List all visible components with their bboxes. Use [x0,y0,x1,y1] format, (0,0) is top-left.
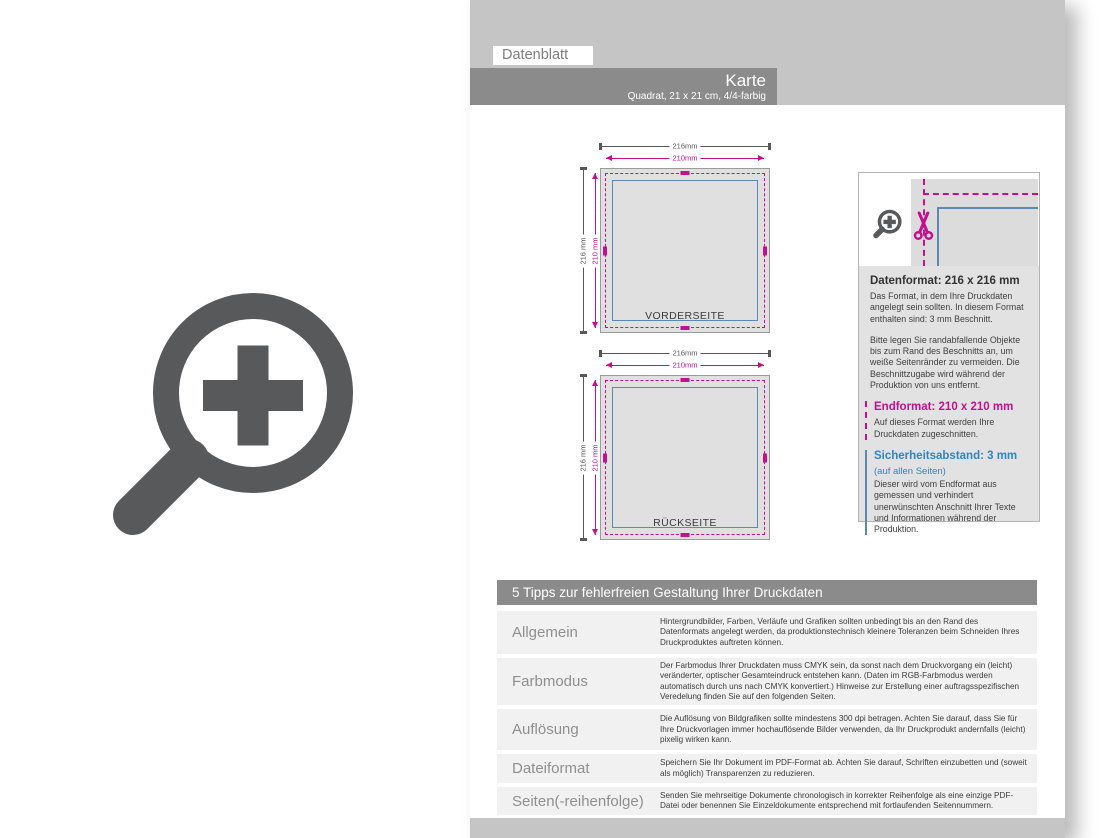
endformat-text: Auf dieses Format werden Ihre Druckdaten zugeschnitten. [874,417,995,439]
product-header-bar [470,68,777,105]
tips-table [497,611,1037,815]
card-front-preview [600,168,770,333]
scissors-icon [913,209,934,241]
illustration-card-corner [911,179,1038,266]
side-label-front: VORDERSEITE [645,310,725,322]
table-row [497,709,1037,750]
tips-header: 5 Tipps zur fehlerfreien Gestaltung Ihrer Druckdaten [497,580,1037,605]
dimension-label: 216mm [669,142,700,151]
safety-line [612,180,758,321]
card-back-preview [600,375,770,540]
endformat-title: Endformat: 210 x 210 mm [874,401,1014,414]
safety-line [937,207,1038,209]
sicherheitsabstand-block [865,450,1028,535]
dimension-label: 216 mm [579,234,588,267]
product-subtitle: Quadrat, 21 x 21 cm, 4/4-farbig [627,91,766,102]
tip-label: Auflösung [512,721,579,739]
dimension-label: 210mm [669,361,700,370]
table-row [497,754,1037,783]
tip-label: Farbmodus [512,673,588,691]
dimension-label: 216 mm [579,441,588,474]
register-mark [681,378,690,382]
sicherheitsabstand-title: Sicherheitsabstand: 3 mm [874,449,1018,462]
register-mark [681,171,690,175]
datenblatt-tab: Datenblatt [493,46,593,65]
dimension-label: 210mm [669,154,700,163]
tip-text: Der Farbmodus Ihrer Druckdaten muss CMYK sein, da sonst nach dem Druckvorgang ein (leicht) veränderter, optischer Gesamteindruck entstehen kann. (Daten im RGB-Farbmodus werden automatisch durch uns nach CMYK konvertiert.) Hinweise zur Erstellung einer auftragsspezifischen Veredelung finden Sie auf den folgenden Seiten. [660,661,1020,701]
trim-line [923,193,1038,195]
bleed-corner-illustration [859,173,1039,266]
sicherheitsabstand-subtitle: (auf allen Seiten) [874,465,946,477]
tip-label: Dateiformat [512,760,590,778]
format-info-text [859,266,1039,535]
register-mark [681,326,690,330]
safety-line [612,387,758,528]
dimension-label: 210 mm [591,234,600,267]
dimension-label: 216mm [669,349,700,358]
datenformat-text: Das Format, in dem Ihre Druckdaten angelegt sein sollten. In diesem Format enthalten sind: 3 mm Beschnitt. [870,291,1024,324]
table-row [497,658,1037,705]
tip-label: Seiten(-reihenfolge) [512,792,644,810]
register-mark [603,453,607,462]
endformat-block [865,401,1028,440]
safety-line [937,207,939,266]
register-mark [603,246,607,255]
table-row [497,787,1037,815]
datasheet-page [470,0,1065,838]
diagram-back [578,347,773,547]
bottom-band [470,818,1065,838]
side-label-back: RÜCKSEITE [653,517,717,529]
format-infobox [858,172,1040,535]
sicherheitsabstand-text: Dieser wird vom Endformat aus gemessen und verhindert unerwünschten Anschnitt Ihrer Texte und Informationen während der Produktion. [874,478,1016,535]
datenformat-title: Datenformat: 216 x 216 mm [870,275,1020,287]
tip-text: Hintergrundbilder, Farben, Verläufe und Grafiken sollten unbedingt bis an den Rand des Datenformats angelegt werden, da produktionstechnisch kleinere Toleranzen beim Schneiden Ihres Druckproduktes auftreten können. [660,617,1020,647]
register-mark [763,453,767,462]
datenformat-text: Bitte legen Sie randabfallende Objekte bis zum Rand des Beschnitts an, um weiße Seitenränder zu vermeiden. Die Beschnittzugabe wird während der Produktion von uns entfernt. [870,334,1021,391]
tip-label: Allgemein [512,624,578,641]
magnifier-plus-icon [872,209,902,240]
register-mark [763,246,767,255]
register-mark [681,533,690,537]
diagram-front [578,140,773,340]
magnifier-plus-icon[interactable] [103,285,358,550]
tip-text: Die Auflösung von Bildgrafiken sollte mindestens 300 dpi betragen. Achten Sie darauf, dass Sie für Ihre Druckvorlagen immer hochauflösende Bilder verwenden, da Ihr Druckprodukt andernfalls (leicht) pixelig wirken kann. [660,714,1026,744]
tip-text: Speichern Sie Ihr Dokument im PDF-Format ab. Achten Sie darauf, Schriften einzubetten und (soweit als möglich) Transparenzen zu reduzieren. [660,758,1027,778]
tip-text: Senden Sie mehrseitige Dokumente chronologisch in korrekter Reihenfolge als eine einzige PDF-Datei oder benennen Sie Einzeldokumente entsprechend mit fortlaufenden Seitennummern. [660,790,1014,811]
table-row [497,611,1037,654]
dimension-label: 210 mm [591,441,600,474]
product-title: Karte [725,71,766,90]
